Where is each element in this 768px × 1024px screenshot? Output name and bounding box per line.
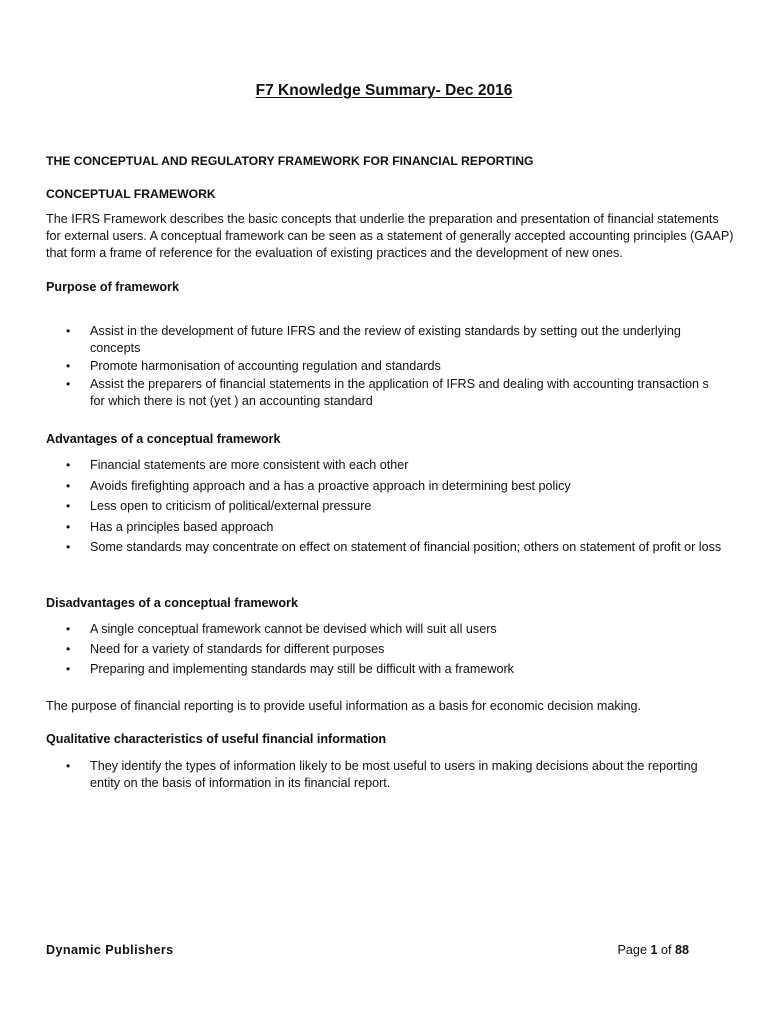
bullet-icon: • <box>66 519 71 534</box>
list-item <box>46 537 726 557</box>
list-item-text: Has a principles based approach <box>90 519 274 534</box>
document-title: F7 Knowledge Summary- Dec 2016 <box>255 82 513 99</box>
list-item <box>46 376 726 410</box>
section-heading: THE CONCEPTUAL AND REGULATORY FRAMEWORK FOR FINANCIAL REPORTING <box>46 154 534 168</box>
bullet-icon: • <box>66 642 71 656</box>
bullet-icon: • <box>66 499 71 514</box>
list-item-text: Assist in the development of future IFRS and the review of existing standards by setting out the underlying concepts <box>90 324 681 355</box>
list-item <box>46 660 726 679</box>
qualitative-heading: Qualitative characteristics of useful financial information <box>46 732 387 746</box>
bullet-icon: • <box>66 458 71 472</box>
disadvantages-list <box>46 620 726 680</box>
list-item-text: Promote harmonisation of accounting regulation and standards <box>90 359 441 373</box>
list-item <box>46 476 726 496</box>
footer-publisher: Dynamic Publishers <box>46 943 174 957</box>
list-item-text: Less open to criticism of political/external pressure <box>90 499 372 514</box>
advantages-heading: Advantages of a conceptual framework <box>46 432 281 446</box>
total-pages: 88 <box>674 943 689 957</box>
list-item-text: Financial statements are more consistent with each other <box>90 458 409 472</box>
list-item-text: Preparing and implementing standards may still be difficult with a framework <box>90 662 514 676</box>
purpose-statement: The purpose of financial reporting is to provide useful information as a basis for economic decision making. <box>46 699 642 713</box>
bullet-icon: • <box>66 759 71 773</box>
list-item <box>46 758 726 792</box>
bullet-icon: • <box>66 478 71 493</box>
of-label: of <box>660 943 672 957</box>
purpose-heading: Purpose of framework <box>46 280 179 294</box>
list-item <box>46 358 726 375</box>
list-item <box>46 620 726 639</box>
advantages-list <box>46 455 726 558</box>
footer-page-indicator <box>618 942 689 959</box>
list-item-text: Assist the preparers of financial statements in the application of IFRS and dealing with accounting transaction s for which there is not (yet ) an accounting standard <box>90 377 709 408</box>
bullet-icon: • <box>66 622 71 636</box>
list-item-text: Avoids firefighting approach and a has a proactive approach in determining best policy <box>90 478 571 493</box>
bullet-icon: • <box>66 359 71 373</box>
qualitative-list <box>46 758 726 793</box>
list-item <box>46 323 726 357</box>
intro-paragraph: The IFRS Framework describes the basic concepts that underlie the preparation and presentation of financial statements for external users. A conceptual framework can be seen as a statement of generally accepted accounting principles (GAAP) that form a frame of reference for the evaluation of existing practices and the development of new ones. <box>46 212 734 260</box>
disadvantages-heading: Disadvantages of a conceptual framework <box>46 596 298 610</box>
subsection-heading: CONCEPTUAL FRAMEWORK <box>46 187 216 201</box>
bullet-icon: • <box>66 324 71 338</box>
list-item <box>46 640 726 659</box>
list-item <box>46 496 726 516</box>
list-item <box>46 455 726 475</box>
page-number: 1 <box>650 943 658 957</box>
bullet-icon: • <box>66 662 71 676</box>
list-item-text: They identify the types of information likely to be most useful to users in making decisions about the reporting entity on the basis of information in its financial report. <box>90 759 698 790</box>
list-item <box>46 517 726 537</box>
bullet-icon: • <box>66 540 71 555</box>
page-label: Page <box>617 943 647 957</box>
list-item-text: Need for a variety of standards for different purposes <box>90 642 385 656</box>
bullet-icon: • <box>66 377 71 391</box>
purpose-list <box>46 323 726 411</box>
list-item-text: Some standards may concentrate on effect on statement of financial position; others on statement of profit or loss <box>90 540 722 555</box>
list-item-text: A single conceptual framework cannot be devised which will suit all users <box>90 622 497 636</box>
